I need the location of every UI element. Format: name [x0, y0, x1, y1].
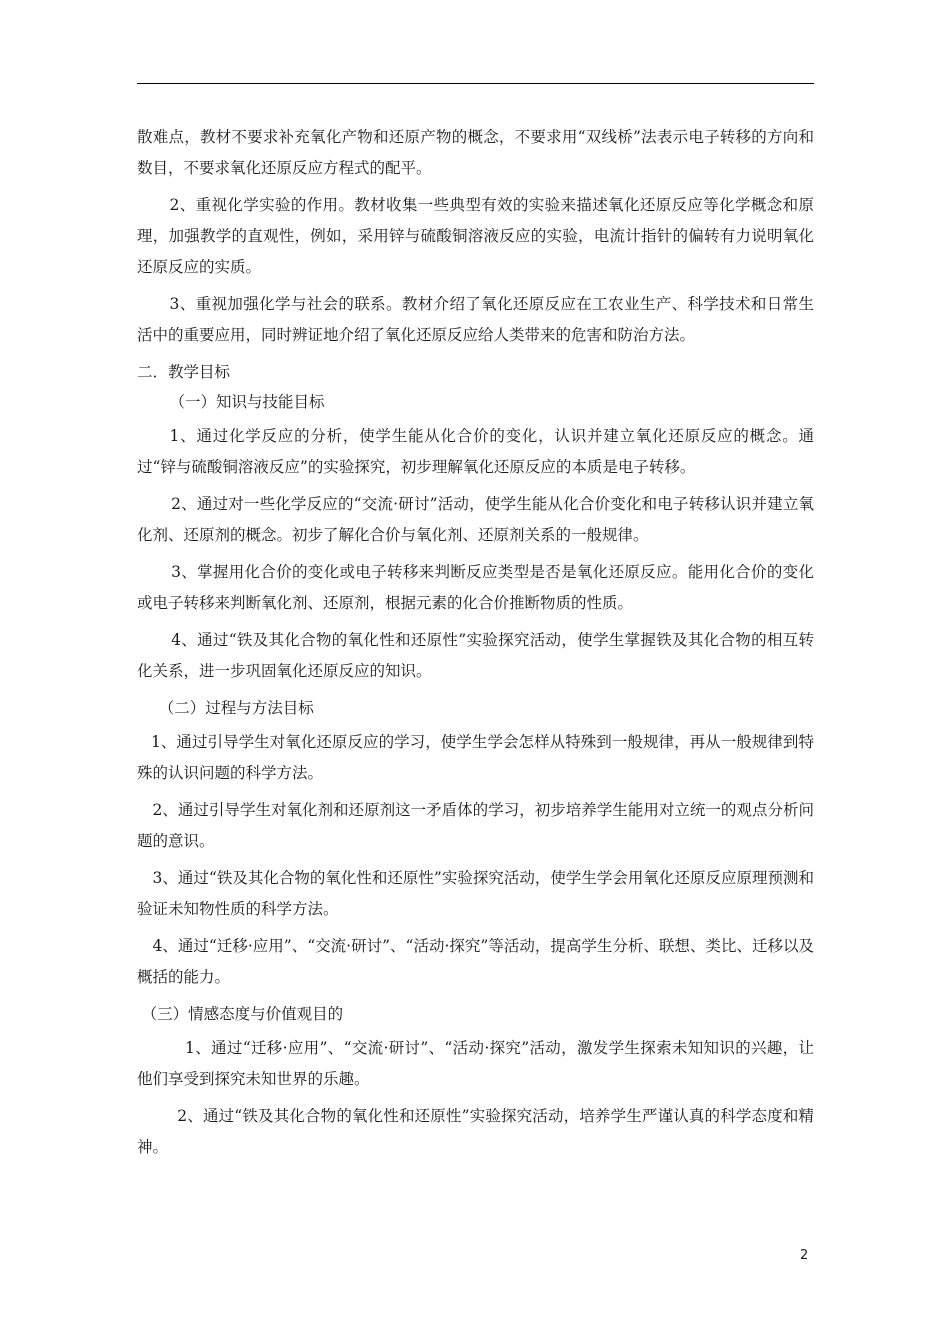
process-item: 4、通过“迁移·应用”、“交流·研讨”、“活动·探究”等活动，提高学生分析、联想、类比、迁移以及概括的能力。 [137, 937, 814, 986]
subsection-title-knowledge: （一）知识与技能目标 [169, 393, 325, 411]
emotion-item: 2、通过“铁及其化合物的氧化性和还原性”实验探究活动，培养学生严谨认真的科学态度和精神。 [137, 1107, 814, 1156]
knowledge-item: 2、通过对一些化学反应的“交流·研讨”活动，使学生能从化合价变化和电子转移认识并建立氧化剂、还原剂的概念。初步了解化合价与氧化剂、还原剂关系的一般规律。 [137, 495, 814, 544]
section-title-teaching-goals: 二．教学目标 [137, 363, 231, 381]
paragraph-lab-experiments: 2、重视化学实验的作用。教材收集一些典型有效的实验来描述氧化还原反应等化学概念和原理，加强教学的直观性，例如，采用锌与硫酸铜溶液反应的实验，电流计指针的偏转有力说明氧化还原反应的实质。 [137, 196, 814, 276]
process-item: 3、通过“铁及其化合物的氧化性和还原性”实验探究活动，使学生学会用氧化还原反应原理预测和验证未知物性质的科学方法。 [137, 869, 814, 918]
subsection-title-emotion: （三）情感态度与价值观目的 [141, 1005, 344, 1023]
process-item: 1、通过引导学生对氧化还原反应的学习，使学生学会怎样从特殊到一般规律，再从一般规律到特殊的认识问题的科学方法。 [137, 733, 814, 782]
knowledge-item: 4、通过“铁及其化合物的氧化性和还原性”实验探究活动，使学生掌握铁及其化合物的相互转化关系，进一步巩固氧化还原反应的知识。 [137, 631, 814, 680]
paragraph-continuation: 散难点，教材不要求补充氧化产物和还原产物的概念，不要求用“双线桥”法表示电子转移的方向和数目，不要求氧化还原反应方程式的配平。 [137, 128, 814, 177]
knowledge-item: 1、通过化学反应的分析，使学生能从化合价的变化，认识并建立氧化还原反应的概念。通过“锌与硫酸铜溶液反应”的实验探究，初步理解氧化还原反应的本质是电子转移。 [137, 427, 814, 476]
subsection-title-process: （二）过程与方法目标 [158, 699, 314, 717]
process-item: 2、通过引导学生对氧化剂和还原剂这一矛盾体的学习，初步培养学生能用对立统一的观点分析问题的意识。 [137, 801, 814, 850]
document-body [137, 122, 814, 1169]
paragraph-society-link: 3、重视加强化学与社会的联系。教材介绍了氧化还原反应在工农业生产、科学技术和日常生活中的重要应用，同时辨证地介绍了氧化还原反应给人类带来的危害和防治方法。 [137, 295, 814, 344]
emotion-item: 1、通过“迁移·应用”、“交流·研讨”、“活动·探究”活动，激发学生探索未知知识的兴趣，让他们享受到探究未知世界的乐趣。 [137, 1039, 814, 1088]
knowledge-item: 3、掌握用化合价的变化或电子转移来判断反应类型是否是氧化还原反应。能用化合价的变化或电子转移来判断氧化剂、还原剂，根据元素的化合价推断物质的性质。 [137, 563, 814, 612]
page-number: 2 [800, 1248, 809, 1263]
header-rule [137, 83, 814, 84]
